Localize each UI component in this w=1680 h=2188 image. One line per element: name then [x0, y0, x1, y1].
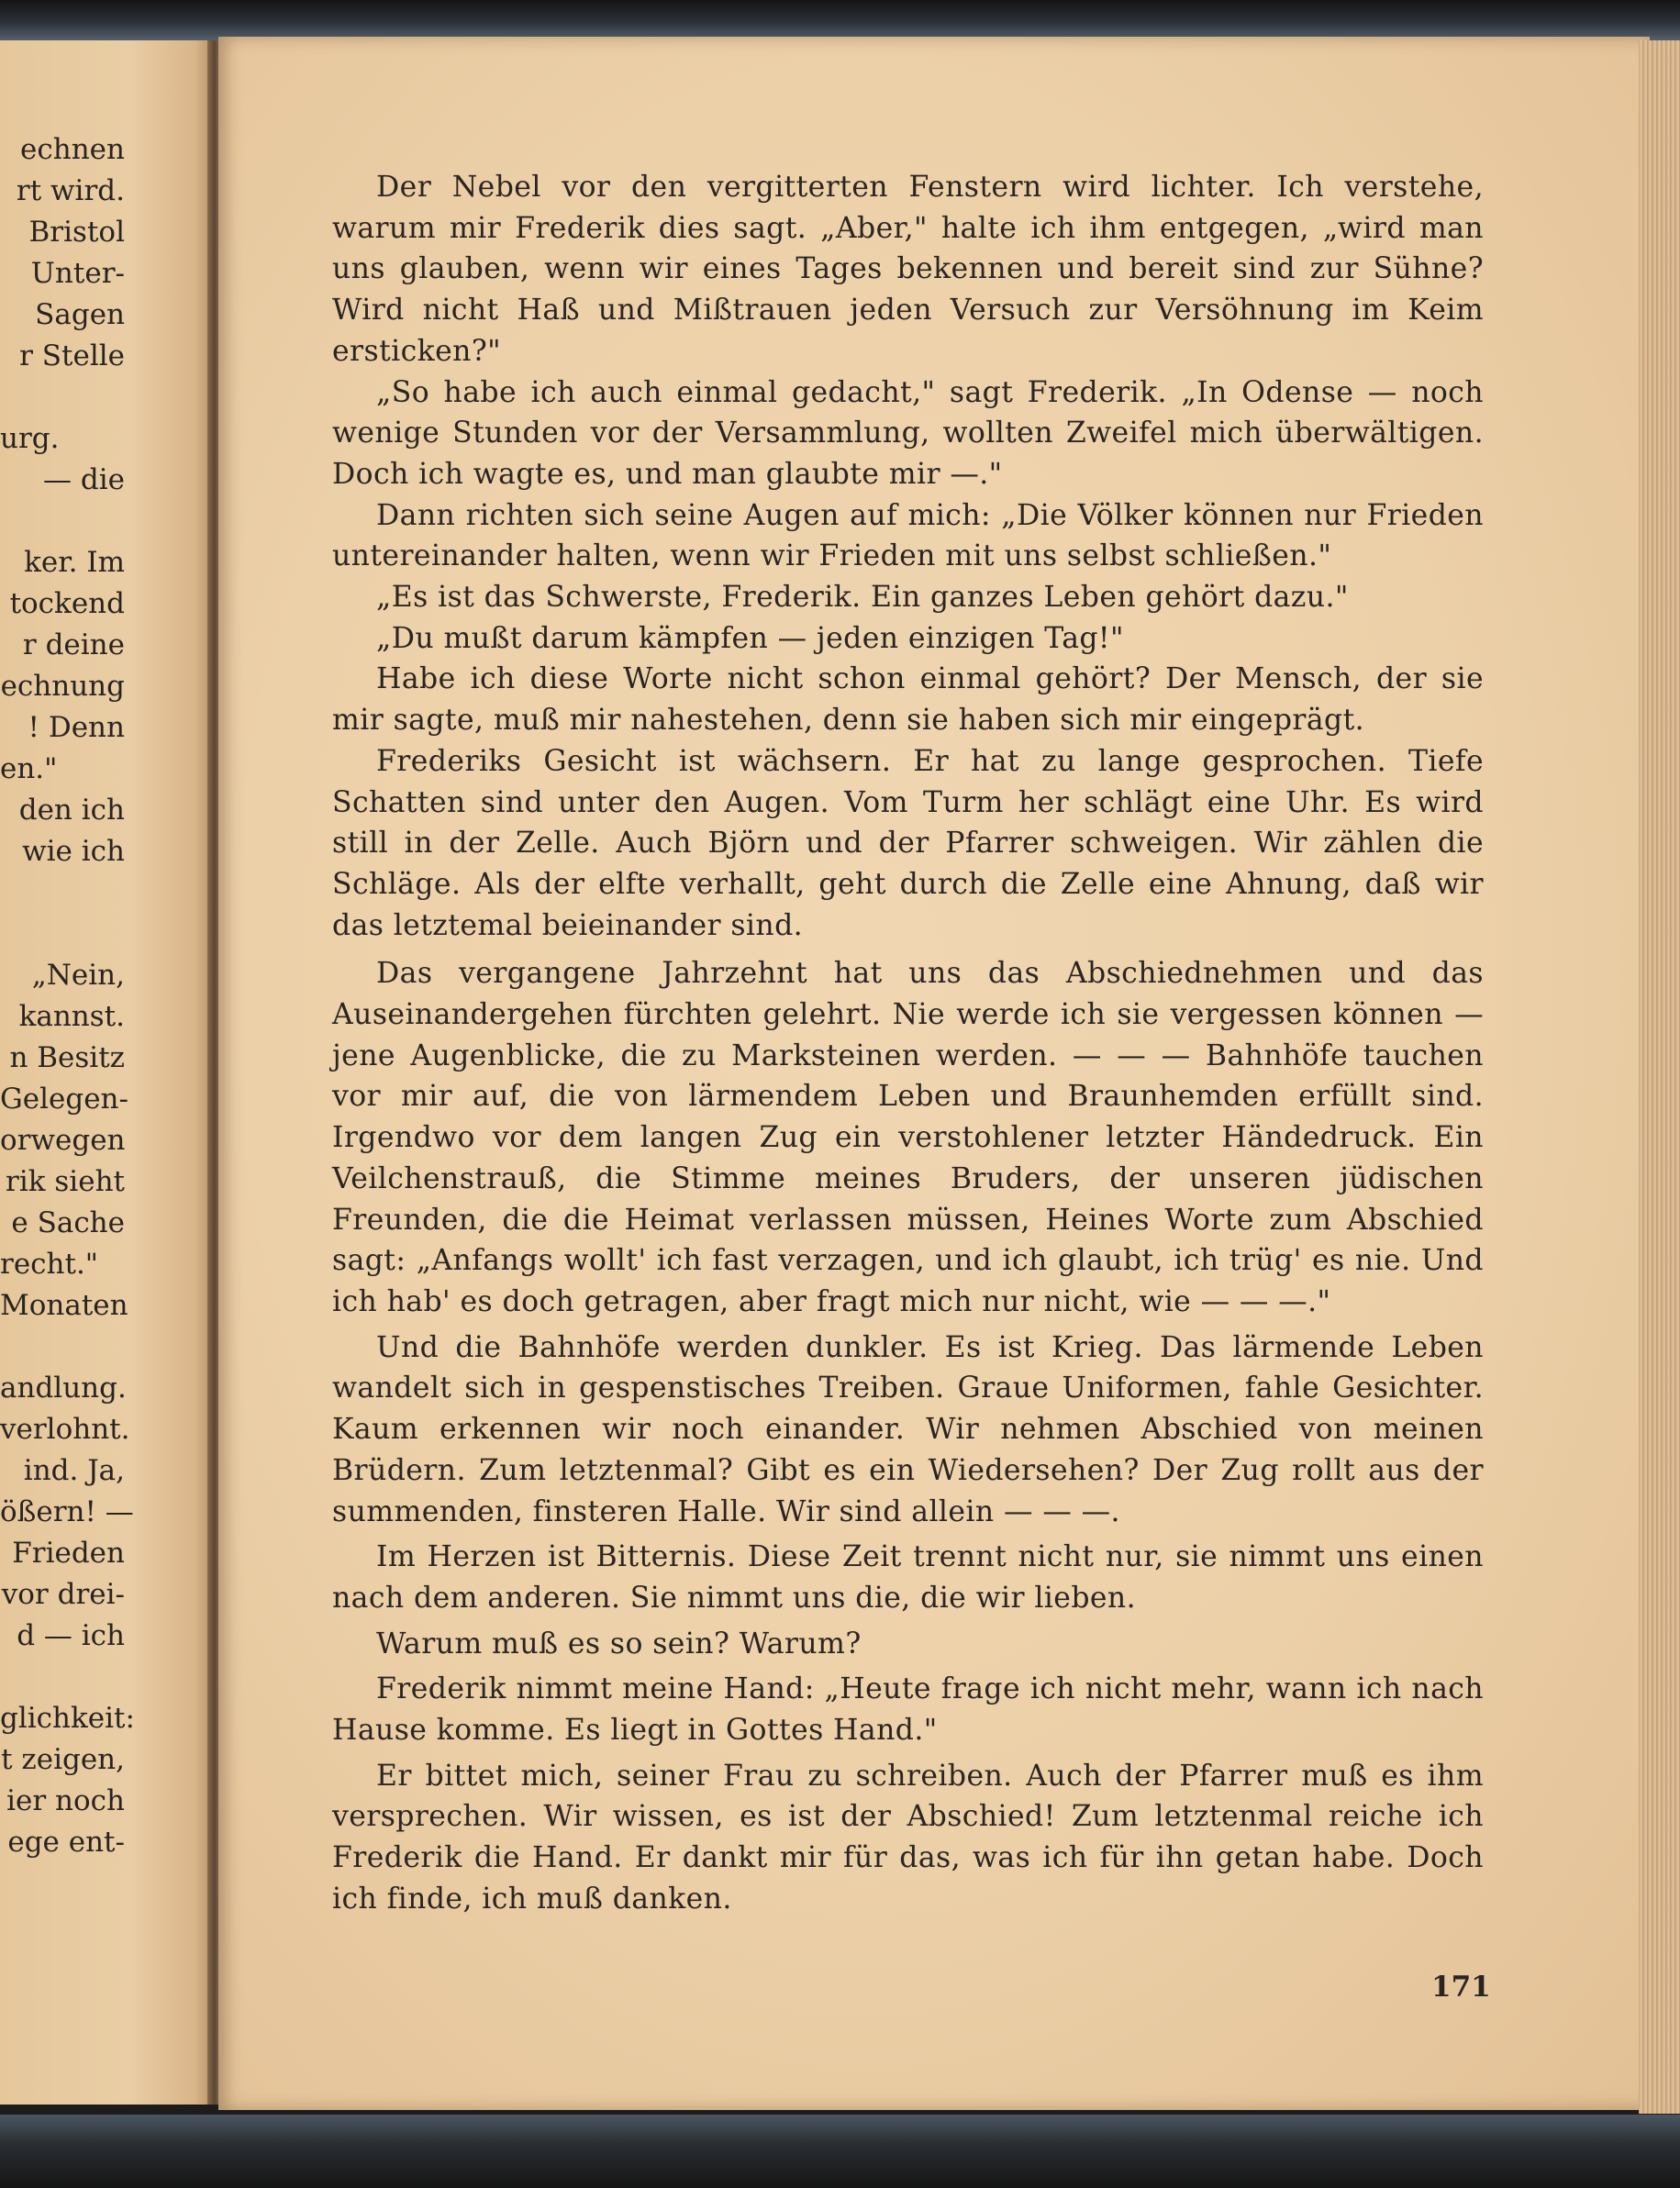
left-page-line	[0, 216, 217, 257]
left-page-fragment: rik sieht	[6, 1165, 125, 1198]
paragraph: Habe ich diese Worte nicht schon einmal gehört? Der Mensch, der sie mir sagte, muß mir nahestehen, denn sie haben sich mir eingeprägt.	[332, 662, 1484, 738]
left-page-fragment: tockend	[9, 587, 125, 620]
left-page-line	[0, 1784, 217, 1826]
paragraph: „Du mußt darum kämpfen — jeden einzigen Tag!"	[376, 621, 1124, 655]
left-page-fragment: echnung	[0, 670, 125, 703]
left-page-line	[0, 1124, 217, 1165]
left-page-line	[0, 1826, 217, 1867]
left-page-fragment: ößern! —	[0, 1495, 134, 1528]
left-page-line	[0, 835, 217, 876]
left-page	[0, 40, 217, 2105]
left-page-fragment: vor drei-	[1, 1578, 125, 1611]
left-page-fragment: Monaten	[0, 1289, 128, 1322]
left-page-line	[0, 463, 217, 505]
left-page-line	[0, 1578, 217, 1619]
left-page-line	[0, 298, 217, 339]
left-page-line	[0, 1495, 217, 1537]
left-page-fragment: ! Denn	[28, 711, 125, 744]
left-page-fragment: ege ent-	[7, 1826, 125, 1859]
left-page-fragment: „Nein,	[31, 959, 125, 992]
left-page-fragment: den ich	[18, 794, 125, 827]
left-page-fragment: n Besitz	[9, 1041, 125, 1074]
left-page-line	[0, 1248, 217, 1289]
page-edges	[1639, 40, 1680, 2114]
left-page-fragment: Sagen	[35, 298, 125, 331]
left-page-fragment: verlohnt.	[0, 1413, 130, 1446]
paragraph: Und die Bahnhöfe werden dunkler. Es ist Krieg. Das lärmende Leben wandelt sich in gespenstisches Treiben. Graue Uniformen, fahle Gesichter. Kaum erkennen wir noch einander. Wir nehmen Abschied von meinen Brüdern. Zum letztenmal? Gibt es ein Wiedersehen? Der Zug rollt aus der summenden, finsteren Halle. Wir sind allein — — —.	[332, 1330, 1484, 1528]
page-number: 171	[1431, 1971, 1491, 2004]
paragraph: „So habe ich auch einmal gedacht," sagt Frederik. „In Odense — noch wenige Stunden vor der Versammlung, wollten Zweifel mich überwältigen. Doch ich wagte es, und man glaubte mir —."	[332, 375, 1484, 491]
paragraph: „Es ist das Schwerste, Frederik. Ein ganzes Leben gehört dazu."	[376, 581, 1349, 615]
left-page-fragment: e Sache	[11, 1206, 125, 1239]
left-page-line	[0, 174, 217, 216]
left-page-line	[0, 711, 217, 752]
left-page-line	[0, 133, 217, 174]
left-page-fragment: ind. Ja,	[23, 1454, 125, 1487]
left-page-fragment: orwegen	[0, 1124, 126, 1157]
left-page-line	[0, 794, 217, 835]
book-binding-bottom	[0, 2115, 1680, 2188]
left-page-fragment: urg.	[0, 422, 60, 455]
left-page-fragment: d — ich	[17, 1619, 125, 1652]
left-page-line	[0, 1743, 217, 1784]
left-page-line	[0, 1372, 217, 1413]
left-page-line	[0, 1083, 217, 1124]
left-page-line	[0, 257, 217, 298]
left-page-line	[0, 1000, 217, 1041]
left-page-line	[0, 1206, 217, 1248]
left-page-line	[0, 670, 217, 711]
left-page-line	[0, 959, 217, 1000]
left-page-line	[0, 339, 217, 381]
left-page-line	[0, 1660, 217, 1702]
left-page-fragment: r deine	[22, 628, 125, 661]
left-page-fragment: r Stelle	[19, 339, 125, 372]
left-page-line	[0, 1454, 217, 1495]
paragraph: Der Nebel vor den vergitterten Fenstern wird lichter. Ich verstehe, warum mir Frederik dies sagt. „Aber," halte ich ihm entgegen, „wird man uns glauben, wenn wir eines Tages bekennen und bereit sind zur Sühne? Wird nicht Haß und Mißtrauen jeden Versuch zur Versöhnung im Keim ersticken?"	[332, 171, 1484, 368]
left-page-fragment: recht."	[0, 1248, 99, 1281]
paragraph: Er bittet mich, seiner Frau zu schreiben. Auch der Pfarrer muß es ihm versprechen. Wir wissen, es ist der Abschied! Zum letztenmal reiche ich Frederik die Hand. Er dankt mir für das, was ich für ihn getan habe. Doch ich finde, ich muß danken.	[332, 1759, 1484, 1916]
paragraph: Frederiks Gesicht ist wächsern. Er hat zu lange gesprochen. Tiefe Schatten sind unter den Augen. Vom Turm her schlägt eine Uhr. Es wird still in der Zelle. Auch Björn und der Pfarrer schweigen. Wir zählen die Schläge. Als der elfte verhallt, geht durch die Zelle eine Ahnung, daß wir das letztemal beieinander sind.	[332, 744, 1484, 942]
left-page-fragment: Gelegen-	[0, 1083, 128, 1116]
left-page-fragment: t zeigen,	[1, 1743, 125, 1776]
left-page-line	[0, 505, 217, 546]
left-page-line	[0, 546, 217, 587]
left-page-line	[0, 422, 217, 463]
left-page-line	[0, 1330, 217, 1372]
left-page-line	[0, 1289, 217, 1330]
left-page-line	[0, 587, 217, 628]
book-binding-top	[0, 0, 1680, 40]
left-page-line	[0, 1619, 217, 1660]
paragraph: Warum muß es so sein? Warum?	[376, 1627, 862, 1660]
left-page-fragment: en."	[0, 752, 58, 785]
left-page-fragment: kannst.	[18, 1000, 125, 1033]
left-page-line	[0, 1413, 217, 1454]
left-page-fragment: — die	[43, 463, 125, 496]
paragraph: Frederik nimmt meine Hand: „Heute frage ich nicht mehr, wann ich nach Hause komme. Es liegt in Gottes Hand."	[332, 1672, 1484, 1748]
left-page-fragment: Unter-	[30, 257, 125, 290]
left-page-fragment: ier noch	[6, 1784, 125, 1817]
left-page-fragment: rt wird.	[16, 174, 125, 207]
left-page-fragment: wie ich	[22, 835, 125, 868]
paragraph: Das vergangene Jahrzehnt hat uns das Abschiednehmen und das Auseinandergehen fürchten gelehrt. Nie werde ich sie vergessen können — jene Augenblicke, die zu Marksteinen werden. — — — Bahnhöfe tauchen vor mir auf, die von lärmendem Leben und Braunhemden erfüllt sind. Irgendwo vor dem langen Zug ein verstohlener letzter Händedruck. Ein Veilchenstrauß, die Stimme meines Bruders, der unseren jüdischen Freunden, die die Heimat verlassen müssen, Heines Worte zum Abschied sagt: „Anfangs wollt' ich fast verzagen, und ich glaubt, ich trüg' es nie. Und ich hab' es doch getragen, aber fragt mich nur nicht, wie — — —."	[332, 957, 1484, 1318]
right-page-text	[332, 167, 1484, 1920]
left-page-line	[0, 628, 217, 670]
left-page-fragment: glichkeit:	[0, 1702, 135, 1735]
left-page-fragment: ker. Im	[24, 546, 125, 579]
left-page-fragment: Bristol	[28, 216, 125, 249]
left-page-line	[0, 1702, 217, 1743]
left-page-fragment: andlung.	[0, 1372, 127, 1405]
left-page-line	[0, 752, 217, 794]
paragraph: Dann richten sich seine Augen auf mich: „Die Völker können nur Frieden untereinander halten, wenn wir Frieden mit uns selbst schließen."	[332, 498, 1484, 573]
paragraph: Im Herzen ist Bitternis. Diese Zeit trennt nicht nur, sie nimmt uns einen nach dem anderen. Sie nimmt uns die, die wir lieben.	[332, 1540, 1484, 1615]
left-page-line	[0, 876, 217, 917]
left-page-line	[0, 1165, 217, 1206]
left-page-fragment: echnen	[20, 133, 125, 166]
left-page-line	[0, 381, 217, 422]
left-page-line	[0, 1041, 217, 1083]
left-page-fragment: Frieden	[12, 1537, 125, 1570]
left-page-line	[0, 1537, 217, 1578]
left-page-line	[0, 917, 217, 959]
